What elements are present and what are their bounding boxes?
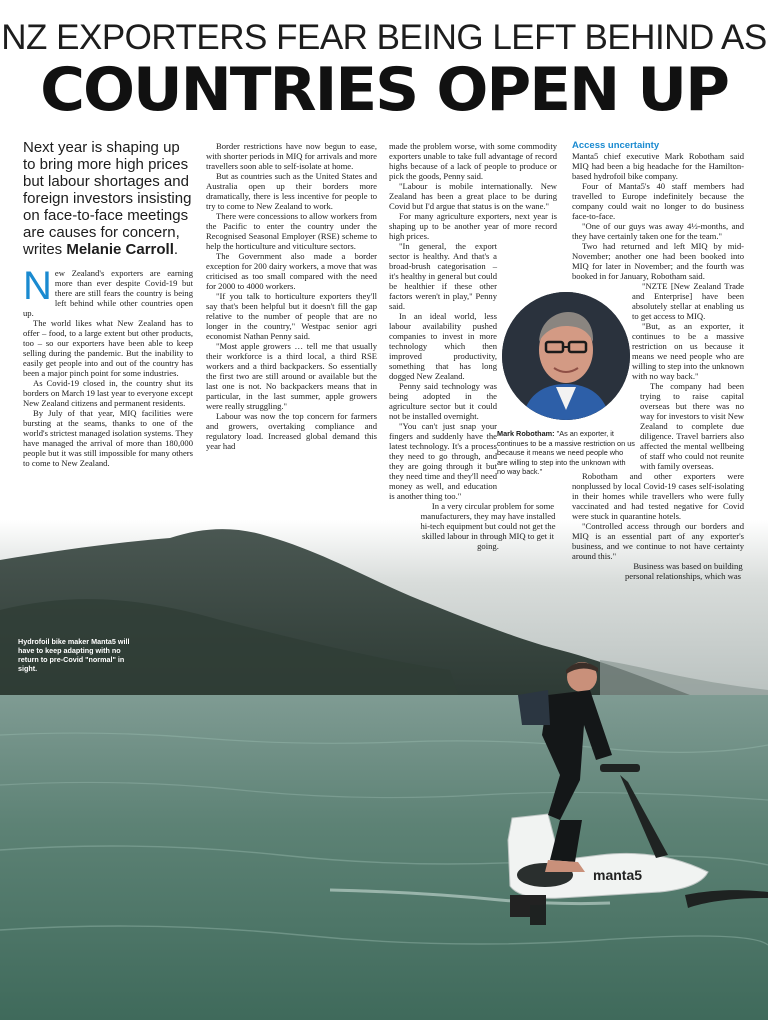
standfirst-end: . [173, 241, 179, 258]
col3-para: Penny said technology was being adopted in the agriculture sector but it could not be installed overnight. [389, 381, 497, 421]
hydrofoil-photo [0, 520, 768, 1020]
col3-para: In an ideal world, less labour availability pushed companies to invest in more technology which then improved productivity, something that has long dogged New Zealand. [389, 311, 497, 381]
col4-para: Four of Manta5's 40 staff members had travelled to Europe indefinitely because the company could wait no longer to do business face-to-face. [572, 181, 744, 221]
col4-para: The company had been trying to raise capital overseas but there was no way for investors to visit New Zealand to complete due diligence. Travel barriers also affected the mental wellbeing of staff who could not reunite with family overseas. [640, 381, 744, 471]
standfirst-text: Next year is shaping up to bring more high prices but labour shortages and foreign investors insisting on face-to-face meetings are causes for concern, writes [23, 139, 192, 258]
col2-para: But as countries such as the United States and Australia open up their borders more dramatically, there is less incentive for people to try to come to New Zealand to work. [206, 171, 377, 211]
col2-para: There were concessions to allow workers from the Pacific to enter the country under the Recognised Seasonal Employer (RSE) scheme to help the horticulture and viticulture sectors. [206, 211, 377, 251]
col3-para: In a very circular problem for some manufacturers, they may have installed hi-tech equipment but could not get the skilled labour in through MIQ to get it going. [420, 501, 556, 551]
col1-para: As Covid-19 closed in, the country shut its borders on March 19 last year to everyone except New Zealand citizens and permanent residents. [23, 378, 193, 408]
col4-para: Manta5 chief executive Mark Robotham said MIQ had been a big headache for the Hamilton-based hydrofoil bike company. [572, 151, 744, 181]
col3-para: "Labour is mobile internationally. New Zealand has been a great place to be during Covid but I'd argue that status is on the wane." [389, 181, 557, 211]
drop-cap: N [23, 264, 52, 308]
article-column-2 [206, 141, 377, 451]
portrait-caption [497, 429, 635, 477]
col4-para: "One of our guys was away 4½-months, and they have certainly taken one for the team." [572, 221, 744, 241]
bike-logo: manta5 [593, 867, 643, 883]
col2-para: "If you talk to horticulture exporters they'll say that's been helpful but it doesn't fill the gap relative to the number of people that are no longer in the country," Westpac senior agri economist Nathan Penny said. [206, 291, 377, 341]
subhead: Access uncertainty [572, 140, 660, 151]
col3-para: "You can't just snap your fingers and suddenly have the latest technology. It's a process they need to go through, and they are going through it but they need time and they'll need money as well, and education is another thing too." [389, 421, 497, 501]
col4-para: Business was based on building personal relationships, which was [625, 561, 743, 581]
col1-para: The world likes what New Zealand has to offer – food, to a large extent but other products, too – so our exporters have been able to keep selling during the pandemic. But the inability to easily get people into and out of the country has been a major pinch point for some industries. [23, 318, 193, 378]
col3-para: For many agriculture exporters, next year is shaping up to be another year of more record high prices. [389, 211, 557, 241]
article-column-1 [23, 264, 193, 468]
photo-caption: Hydrofoil bike maker Manta5 will have to keep adapting with no return to pre-Covid "normal" in sight. [18, 637, 130, 673]
col1-para: ew Zealand's exporters are earning more than ever despite Covid-19 but there are still fears the country is being left behind while other countries open up. [23, 268, 193, 318]
author-byline: Melanie Carroll [66, 241, 174, 258]
col4-para: Two had returned and left MIQ by mid-November; another one had been booked into MIQ for later in November; and the fourth was booked in for January, Robotham said. [572, 241, 744, 281]
col2-para: Labour was now the top concern for farmers and growers, overtaking compliance and regulatory load. Increased global demand this year had [206, 411, 377, 451]
col3-para: made the problem worse, with some commodity exporters unable to take full advantage of record highs because of a lack of people to produce or pick the goods, Penny said. [389, 141, 557, 181]
headline-main: COUNTRIES OPEN UP [40, 55, 728, 125]
col4-para: Robotham and other exporters were nonplussed by local Covid-19 cases self-isolating in their homes while travellers who were fully vaccinated and had tested negative for Covid were stuck in quarantine hotels. [572, 471, 744, 521]
portrait-caption-quote: "As an exporter, it continues to be a massive restriction on us because it means we need people who are willing to step into the unknown with no way back." [497, 429, 635, 476]
col4-para: "Controlled access through our borders and MIQ is an essential part of any exporter's business, and we continue to not have certainty around this." [572, 521, 744, 561]
col2-para: The Government also made a border exception for 200 dairy workers, a move that was criticised as too small compared with the need for 2000 to 4000 workers. [206, 251, 377, 291]
standfirst [23, 139, 193, 258]
col4-para: "NZTE [New Zealand Trade and Enterprise] have been absolutely stellar at enabling us to get access to MIQ. [632, 281, 744, 321]
col1-para: By July of that year, MIQ facilities were bursting at the seams, thanks to one of the world's strictest managed isolation systems. They have managed the arrival of more than 180,000 people but it was still impossible for many others to come to New Zealand. [23, 408, 193, 468]
col2-para: "Most apple growers … tell me that usually their workforce is a third local, a third RSE workers and a third backpackers. So essentially the first two are still around or available but the last one is not. No backpackers means that in particular, in the last summer, apple growers were really struggling." [206, 341, 377, 411]
headline-kicker: NZ EXPORTERS FEAR BEING LEFT BEHIND AS [1, 18, 767, 57]
portrait-caption-name: Mark Robotham: [497, 429, 555, 438]
col3-para: "In general, the export sector is healthy. And that's a broad-brush categorisation – it's healthy in general but could be healthier if these other factors weren't in play," Penny said. [389, 241, 497, 311]
col4-para: "But, as an exporter, it continues to be a massive restriction on us because it means we need people who are willing to step into the unknown with no way back." [632, 321, 744, 381]
portrait-photo [502, 292, 630, 420]
col2-para: Border restrictions have now begun to ease, with shorter periods in MIQ for arrivals and more travellers soon able to self-isolate at home. [206, 141, 377, 171]
